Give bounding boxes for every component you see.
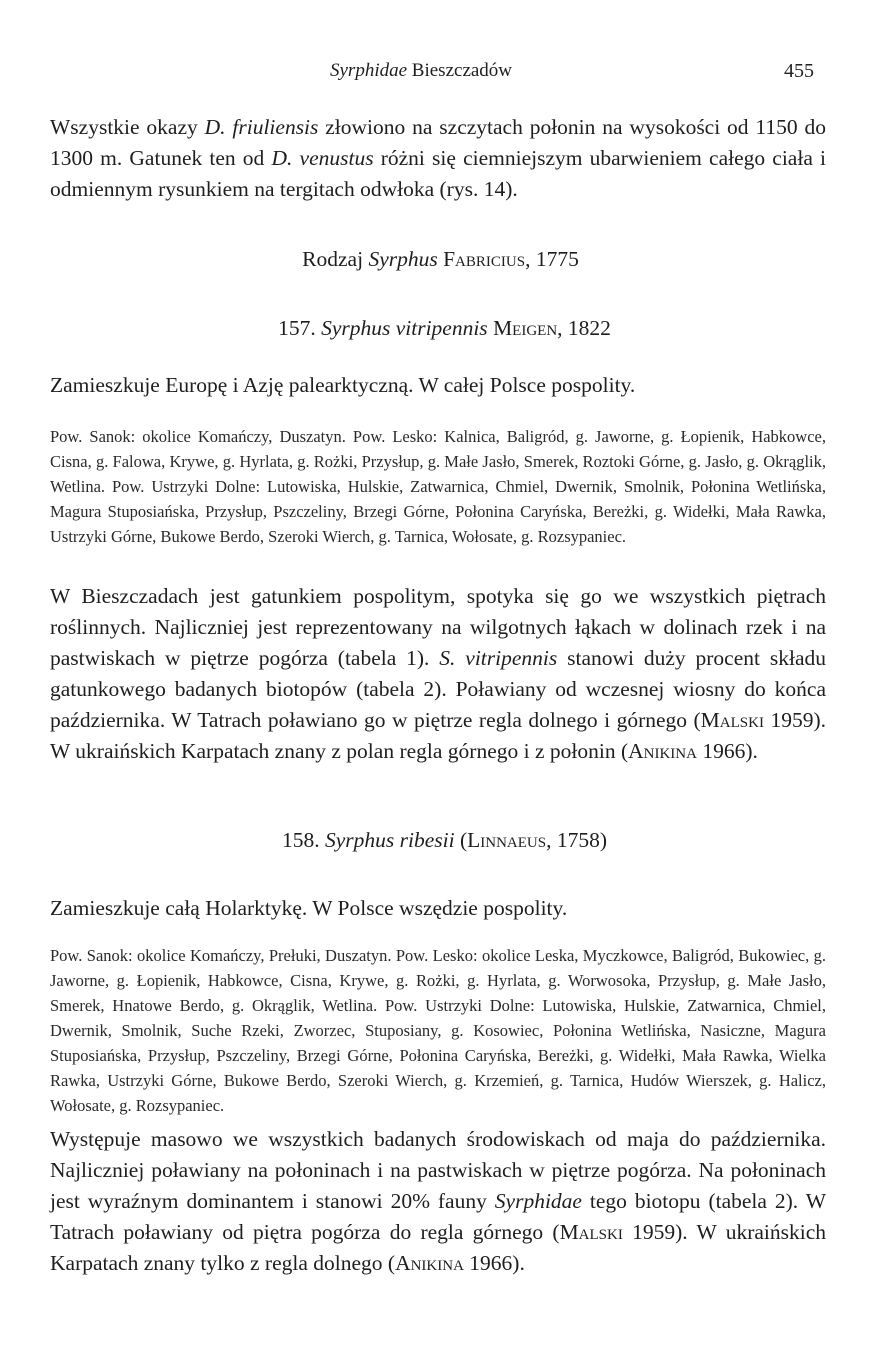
text-run: 1959). W ukraińskich Karpatach znany tylko z regla dolnego ( [50, 1220, 826, 1275]
species-157-heading [4, 316, 881, 341]
species-158-localities: Pow. Sanok: okolice Komańczy, Prełuki, Duszatyn. Pow. Lesko: okolice Leska, Myczkowce, Baligród, Bukowiec, g. Jaworne, g. Łopienik, Habkowce, Cisna, Krywe, g. Rożki, g. Hyrlata, g. Worwosoka, Przysłup, g. Małe Jasło, Smerek, Hnatowe Berdo, g. Okrąglik, Wetlina. Pow. Ustrzyki Dolne: Lutowiska, Hulskie, Zatwarnica, Chmiel, Dwernik, Smolnik, Suche Rzeki, Zworzec, Stuposiany, g. Kosowiec, Połonina Wetlińska, Nasiczne, Magura Stuposiańska, Przysłup, Pszczeliny, Brzegi Górne, Połonina Caryńska, Bereżki, g. Widełki, Mała Rawka, Wielka Rawka, Ustrzyki Górne, Bukowe Berdo, Szeroki Wierch, g. Krzemień, g. Tarnica, Hudów Wierszek, g. Halicz, Wołosate, g. Rozsypaniec. [50, 946, 826, 1115]
citation-author: Anikina [395, 1251, 464, 1275]
species-number: 158. [281, 828, 325, 852]
genus-year: , 1775 [525, 247, 579, 271]
running-header [0, 60, 881, 86]
species-year: , 1822 [557, 316, 611, 340]
taxon-name: D. friuliensis [204, 115, 319, 139]
species-157-range: Zamieszkuje Europę i Azję palearktyczną. W całej Polsce pospolity. [50, 373, 636, 397]
text-run: 1966). [463, 1251, 525, 1275]
species-158-range: Zamieszkuje całą Holarktykę. W Polsce wszędzie pospolity. [50, 896, 568, 920]
taxon-name: Syrphidae [494, 1189, 582, 1213]
text-run: stanowi duży procent składu gatunkowego badanych biotopów (tabela 2). Poławiany od wczesnej wiosny do końca października. W Tatrach poławiano go w piętrze regla dolnego i górnego ( [50, 646, 826, 732]
species-author: Linnaeus [467, 828, 547, 852]
text-run: złowiono na szczytach połonin na wysokości od 1150 do 1300 m. Gatunek ten od [50, 115, 826, 170]
species-author: Meigen [493, 316, 558, 340]
text-run: tego biotopu (tabela 2). W Tatrach poławiany od piętra pogórza do regla górnego ( [50, 1189, 826, 1244]
genus-author: Fabricius [443, 247, 526, 271]
text-run: różni się ciemniejszym ubarwieniem całego ciała i odmiennym rysunkiem na tergitach odwłoka (rys. 14). [50, 146, 826, 201]
taxon-name: D. venustus [271, 146, 374, 170]
species-number: 157. [278, 316, 322, 340]
citation-author: Anikina [628, 739, 697, 763]
paragraph-friuliensis [50, 112, 826, 205]
species-bracket: ( [454, 828, 468, 852]
citation-author: Malski [700, 708, 764, 732]
genus-name: Syrphus [368, 247, 438, 271]
running-title-taxon: Syrphidae [330, 60, 408, 81]
species-158-heading [4, 828, 881, 853]
paragraph-vitripennis [50, 581, 826, 767]
text-run: Wszystkie okazy [50, 115, 205, 139]
page-number: 455 [784, 60, 814, 82]
paragraph-ribesii [50, 1124, 826, 1279]
species-year: , 1758) [546, 828, 608, 852]
text-run: 1966). [696, 739, 758, 763]
running-title [330, 60, 512, 82]
species-name: Syrphus vitripennis [321, 316, 488, 340]
text-run: Występuje masowo we wszystkich badanych środowiskach od maja do października. Najliczniej poławiany na połoninach i na pastwiskach w piętrze pogórza. Na połoninach jest wyraźnym dominantem i stanowi 20% fauny [50, 1127, 826, 1213]
running-title-region: Bieszczadów [407, 60, 513, 81]
taxon-name: S. vitripennis [439, 646, 558, 670]
genus-label: Rodzaj [302, 247, 369, 271]
text-run: W Bieszczadach jest gatunkiem pospolitym, spotyka się go we wszystkich piętrach roślinnych. Najliczniej jest reprezentowany na wilgotnych łąkach w dolinach rzek i na pastwiskach w piętrze pogórza (tabela 1). [50, 584, 826, 670]
species-157-localities: Pow. Sanok: okolice Komańczy, Duszatyn. Pow. Lesko: Kalnica, Baligród, g. Jaworne, g. Łopienik, Habkowce, Cisna, g. Falowa, Krywe, g. Hyrlata, g. Rożki, Przysłup, g. Małe Jasło, Smerek, Roztoki Górne, g. Jasło, g. Okrąglik, Wetlina. Pow. Ustrzyki Dolne: Lutowiska, Hulskie, Zatwarnica, Chmiel, Dwernik, Smolnik, Połonina Wetlińska, Magura Stuposiańska, Przysłup, Pszczeliny, Brzegi Górne, Połonina Caryńska, Bereżki, g. Widełki, Mała Rawka, Ustrzyki Górne, Bukowe Berdo, Szeroki Wierch, g. Tarnica, Wołosate, g. Rozsypaniec. [50, 427, 826, 546]
citation-author: Malski [559, 1220, 623, 1244]
species-name: Syrphus ribesii [324, 828, 455, 852]
text-run: 1959). W ukraińskich Karpatach znany z polan regla górnego i z połonin ( [50, 708, 826, 763]
genus-heading [0, 247, 881, 272]
